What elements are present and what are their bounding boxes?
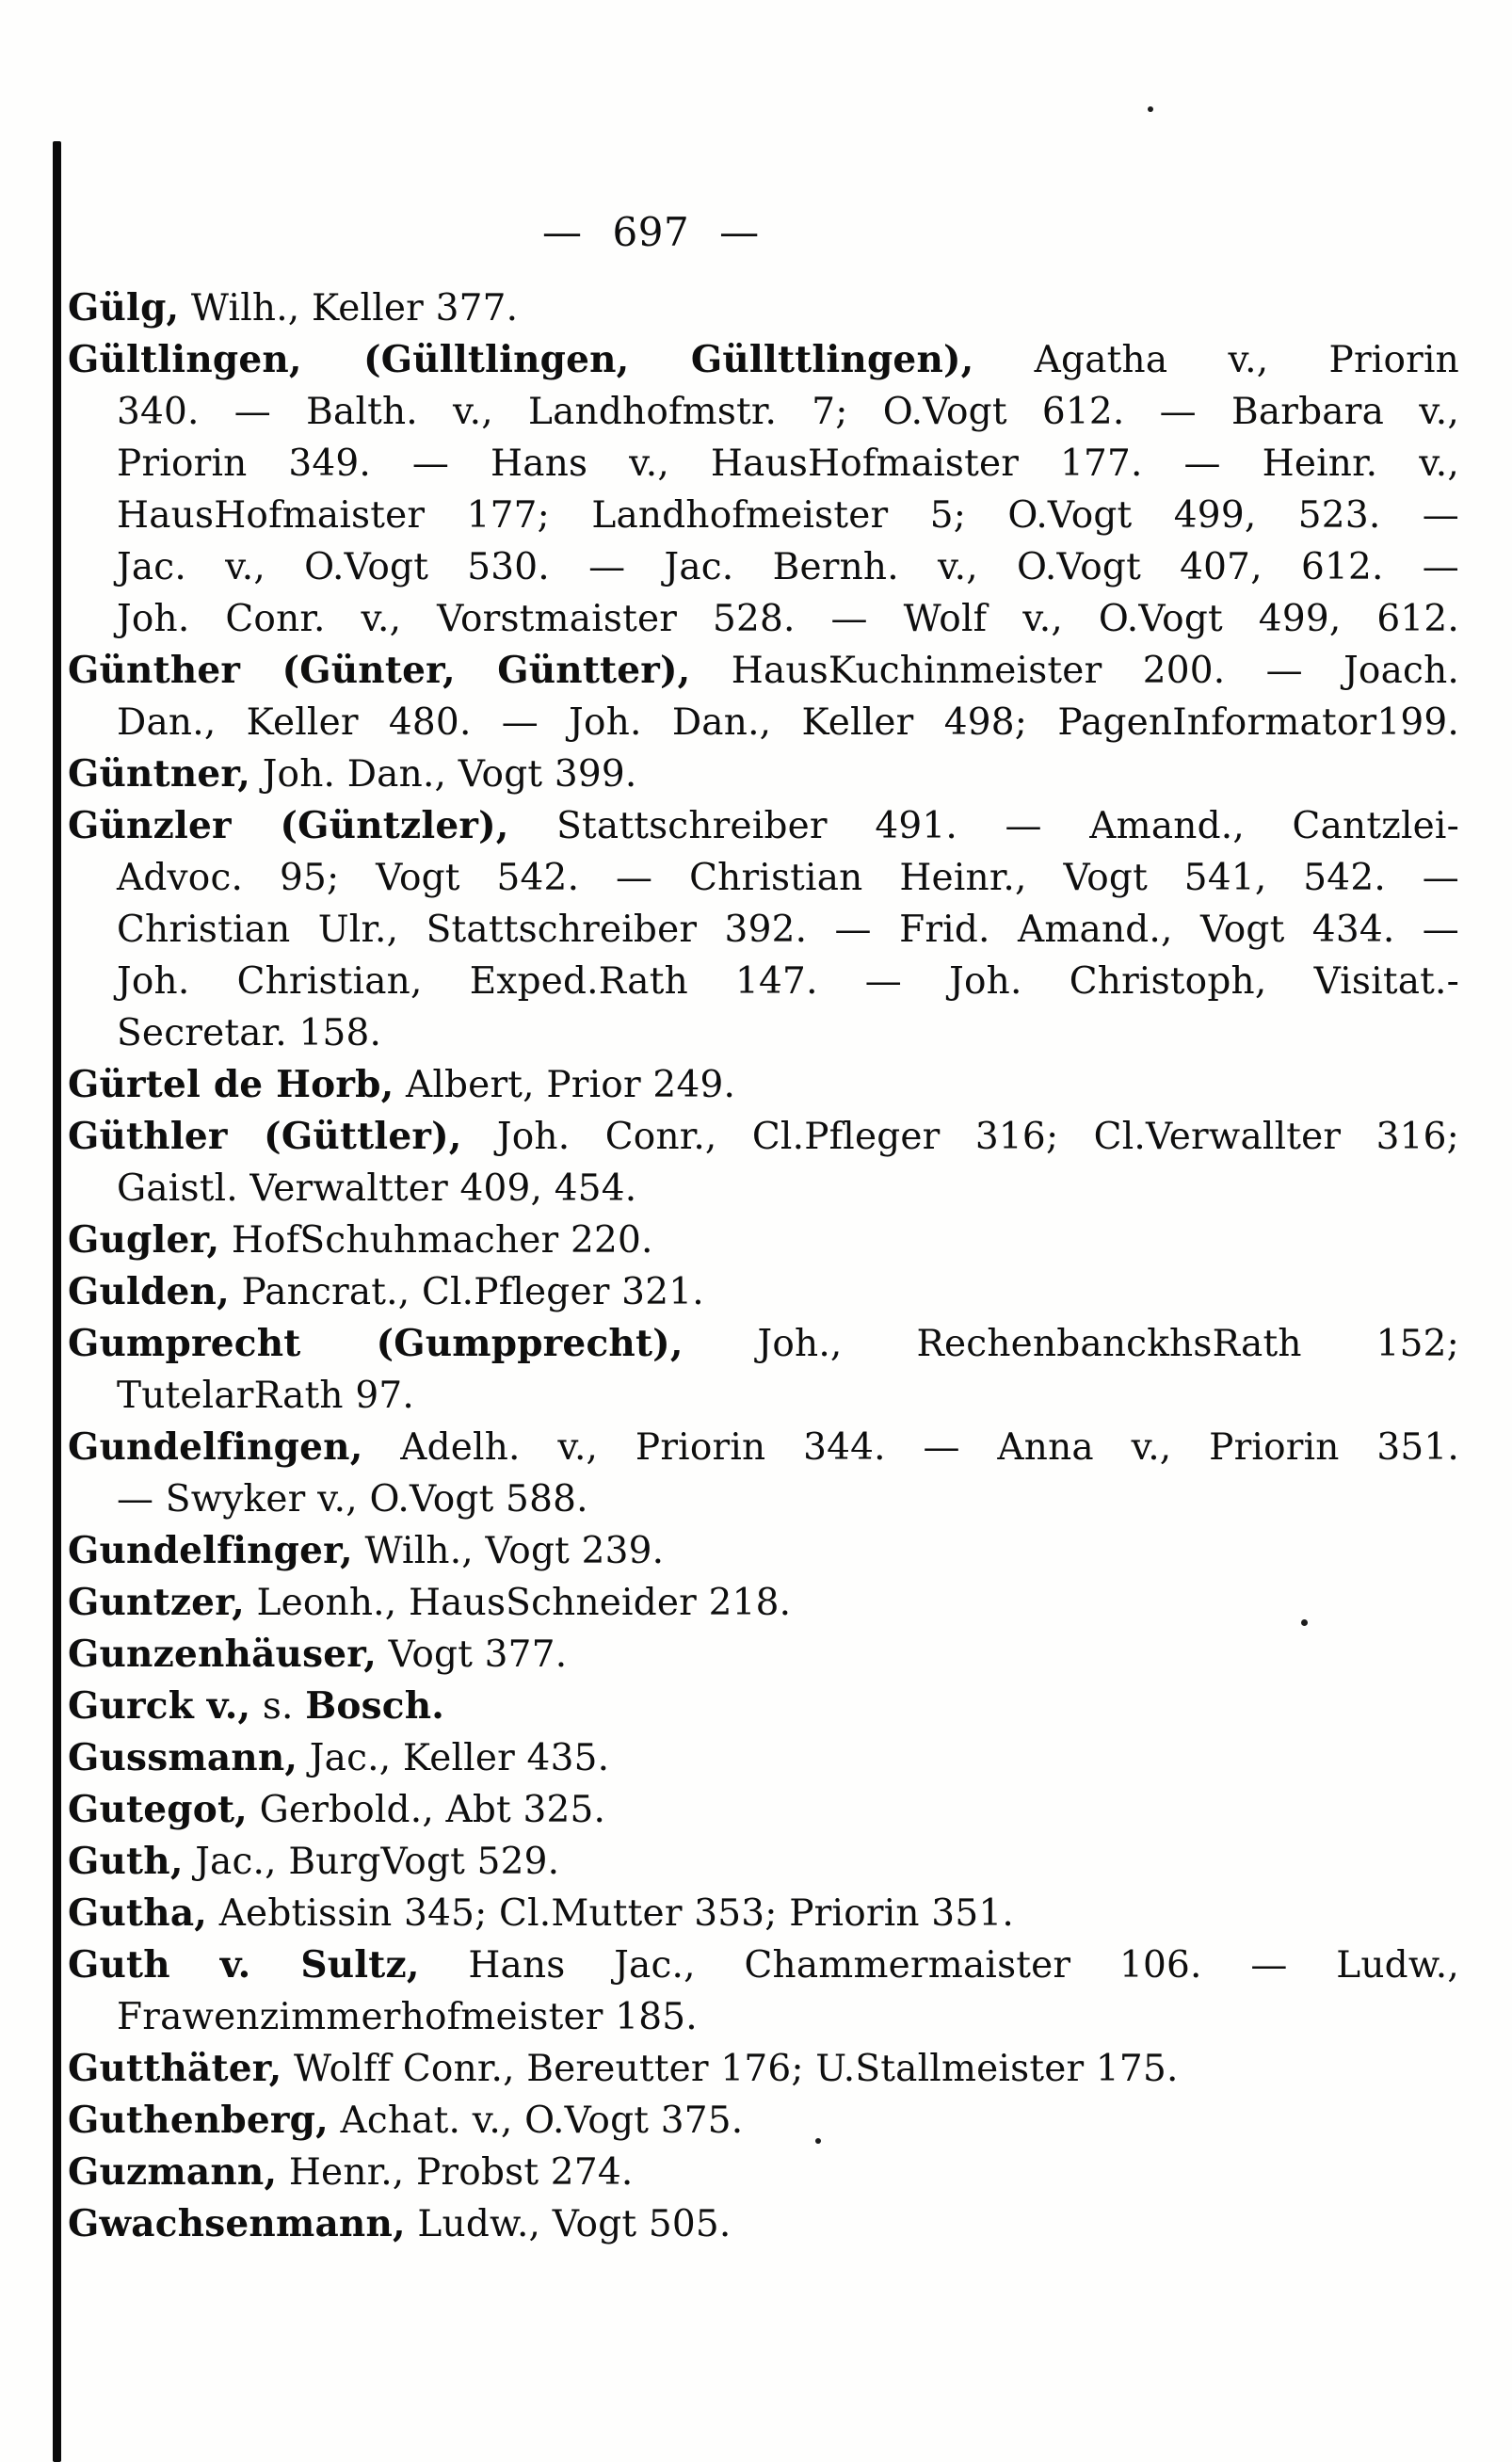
entry-headword: Gutthäter, <box>68 2047 282 2090</box>
entry-headword: Guth v. Sultz, <box>68 1943 420 1987</box>
entry-line <box>68 593 1459 645</box>
index-entry <box>68 1681 1459 1732</box>
entry-line <box>68 1422 1459 1473</box>
entry-text: Joh. Conr. v., Vorstmaister 528. — Wolf v., O.Vogt 499, 612. <box>117 598 1459 640</box>
entry-headword: Guzmann, <box>68 2150 278 2194</box>
entry-headword: Gulden, <box>68 1270 230 1313</box>
entry-line <box>68 386 1459 438</box>
entry-headword: Gussmann, <box>68 1736 298 1779</box>
scan-artifact-dot <box>815 2138 821 2144</box>
entry-line <box>68 2043 1459 2095</box>
entry-line <box>68 1939 1459 1991</box>
entry-line <box>68 1059 1459 1111</box>
entry-text: Henr., Probst 274. <box>277 2151 634 2194</box>
entry-headword: Gundelfinger, <box>68 1529 353 1572</box>
entry-headword: Günther (Günter, Güntter), <box>68 649 691 692</box>
scan-artifact-dot <box>1301 1619 1308 1626</box>
entry-headword: Güthler (Güttler), <box>68 1115 462 1158</box>
entry-headword: Gutha, <box>68 1891 208 1935</box>
entry-line <box>68 904 1459 956</box>
entry-text: Stattschreiber 491. — Amand., Cantzlei- <box>508 805 1459 847</box>
entry-line <box>68 1991 1459 2043</box>
entry-line <box>68 1007 1459 1059</box>
entry-text: Agatha v., Priorin <box>973 339 1459 381</box>
entry-text: Joh., RechenbanckhsRath 152; <box>683 1323 1459 1365</box>
entry-text: Advoc. 95; Vogt 542. — Christian Heinr., Vogt 541, 542. — <box>117 857 1459 899</box>
index-entry <box>68 1422 1459 1525</box>
entry-text: Vogt 377. <box>376 1633 568 1676</box>
entry-text: Achat. v., O.Vogt 375. <box>328 2100 744 2142</box>
index-entry <box>68 2095 1459 2147</box>
entry-text: Aebtissin 345; Cl.Mutter 353; Priorin 351. <box>207 1892 1014 1935</box>
entry-text: Adelh. v., Priorin 344. — Anna v., Priorin 351. <box>362 1426 1459 1469</box>
entry-line <box>68 1215 1459 1266</box>
index-entry <box>68 1939 1459 2043</box>
entry-text: s. <box>250 1685 306 1728</box>
entry-headword: Gürtel de Horb, <box>68 1063 394 1106</box>
index-entry <box>68 645 1459 748</box>
entry-text: Jac. v., O.Vogt 530. — Jac. Bernh. v., O.Vogt 407, 612. — <box>117 546 1459 588</box>
entry-headword: Gülg, <box>68 286 180 330</box>
entry-text: HausHofmaister 177; Landhofmeister 5; O.Vogt 499, 523. — <box>117 494 1459 537</box>
entry-line <box>68 800 1459 852</box>
entry-text: Hans Jac., Chammermaister 106. — Ludw., <box>419 1944 1459 1987</box>
entry-text: Christian Ulr., Stattschreiber 392. — Frid. Amand., Vogt 434. — <box>117 909 1459 951</box>
index-entry <box>68 2198 1459 2250</box>
entry-text: Pancrat., Cl.Pfleger 321. <box>229 1271 704 1313</box>
entry-text: Priorin 349. — Hans v., HausHofmaister 177. — Heinr. v., <box>117 443 1459 485</box>
entry-text: Gerbold., Abt 325. <box>247 1789 606 1831</box>
entry-text: Wilh., Keller 377. <box>179 287 519 330</box>
entry-headword: Gwachsenmann, <box>68 2202 406 2245</box>
entry-headword: Gumprecht (Gumpprecht), <box>68 1322 684 1365</box>
entry-line <box>68 852 1459 904</box>
entry-headword: Bosch. <box>305 1684 445 1728</box>
entry-line <box>68 1732 1459 1784</box>
entry-text: Frawenzimmerhofmeister 185. <box>117 1996 698 2038</box>
entry-text: Joh. Christian, Exped.Rath 147. — Joh. Christoph, Visitat.- <box>117 960 1459 1003</box>
entry-line <box>68 334 1459 386</box>
entry-headword: Günzler (Güntzler), <box>68 804 509 847</box>
entry-text: Joh. Conr., Cl.Pfleger 316; Cl.Verwallter 316; <box>461 1116 1460 1158</box>
entry-headword: Gurck v., <box>68 1684 251 1728</box>
entry-line <box>68 1836 1459 1888</box>
page-header <box>542 209 760 255</box>
page-number: 697 <box>612 209 690 255</box>
index-entry <box>68 800 1459 1059</box>
entry-line <box>68 1163 1459 1215</box>
entry-text: Secretar. 158. <box>117 1012 382 1054</box>
entry-line <box>68 1370 1459 1422</box>
index-entry <box>68 282 1459 334</box>
entry-line <box>68 1266 1459 1318</box>
index-entry <box>68 1836 1459 1888</box>
entry-line <box>68 2147 1459 2198</box>
index-entry <box>68 1577 1459 1629</box>
entry-text: TutelarRath 97. <box>117 1375 414 1417</box>
entry-headword: Guth, <box>68 1840 184 1883</box>
index-entry <box>68 1888 1459 1939</box>
index-entry <box>68 2043 1459 2095</box>
entry-headword: Guntzer, <box>68 1581 245 1624</box>
entry-line <box>68 1111 1459 1163</box>
entry-text: Jac., BurgVogt 529. <box>183 1841 560 1883</box>
entry-text: Jac., Keller 435. <box>298 1737 610 1779</box>
header-left-dash: — <box>542 209 583 255</box>
entry-text: Ludw., Vogt 505. <box>405 2203 732 2245</box>
index-entry <box>68 1629 1459 1681</box>
entry-text: Joh. Dan., Vogt 399. <box>250 753 637 796</box>
index-entry <box>68 1111 1459 1215</box>
entry-line <box>68 956 1459 1007</box>
entry-text: Wolff Conr., Bereutter 176; U.Stallmeister 175. <box>281 2048 1179 2090</box>
entry-line <box>68 1629 1459 1681</box>
entry-line <box>68 2198 1459 2250</box>
entry-text: Albert, Prior 249. <box>394 1064 736 1106</box>
entry-headword: Gültlingen, (Gülltlingen, Güllttlingen), <box>68 338 974 381</box>
entry-line <box>68 490 1459 541</box>
index-entry <box>68 1784 1459 1836</box>
entry-text: Gaistl. Verwaltter 409, 454. <box>117 1167 637 1210</box>
entry-line <box>68 282 1459 334</box>
header-right-dash: — <box>719 209 760 255</box>
entry-text: 340. — Balth. v., Landhofmstr. 7; O.Vogt 612. — Barbara v., <box>117 391 1459 433</box>
index-entries <box>68 282 1459 2250</box>
entry-line <box>68 541 1459 593</box>
entry-text: — Swyker v., O.Vogt 588. <box>117 1478 588 1521</box>
index-entry <box>68 1266 1459 1318</box>
index-entry <box>68 1318 1459 1422</box>
entry-line <box>68 1473 1459 1525</box>
entry-headword: Guthenberg, <box>68 2099 329 2142</box>
entry-headword: Gundelfingen, <box>68 1425 363 1469</box>
entry-line <box>68 1525 1459 1577</box>
entry-text: HausKuchinmeister 200. — Joach. <box>690 650 1459 692</box>
index-entry <box>68 748 1459 800</box>
entry-line <box>68 1577 1459 1629</box>
entry-line <box>68 1888 1459 1939</box>
entry-line <box>68 2095 1459 2147</box>
index-entry <box>68 334 1459 645</box>
index-entry <box>68 1525 1459 1577</box>
entry-text: Leonh., HausSchneider 218. <box>244 1582 792 1624</box>
entry-line <box>68 697 1459 748</box>
entry-line <box>68 1784 1459 1836</box>
entry-line <box>68 645 1459 697</box>
entry-text: Dan., Keller 480. — Joh. Dan., Keller 498; PagenInformator199. <box>117 701 1459 744</box>
entry-text: Wilh., Vogt 239. <box>352 1530 665 1572</box>
entry-headword: Gutegot, <box>68 1788 248 1831</box>
entry-line <box>68 1681 1459 1732</box>
entry-line <box>68 438 1459 490</box>
entry-line <box>68 748 1459 800</box>
scan-artifact-dot <box>1148 106 1153 112</box>
entry-headword: Gugler, <box>68 1218 220 1262</box>
entry-line <box>68 1318 1459 1370</box>
entry-text: HofSchuhmacher 220. <box>219 1219 653 1262</box>
index-entry <box>68 1732 1459 1784</box>
index-entry <box>68 1215 1459 1266</box>
entry-headword: Gunzenhäuser, <box>68 1633 377 1676</box>
entry-headword: Güntner, <box>68 752 251 796</box>
index-entry <box>68 1059 1459 1111</box>
scan-edge-bar <box>53 141 61 2462</box>
index-entry <box>68 2147 1459 2198</box>
